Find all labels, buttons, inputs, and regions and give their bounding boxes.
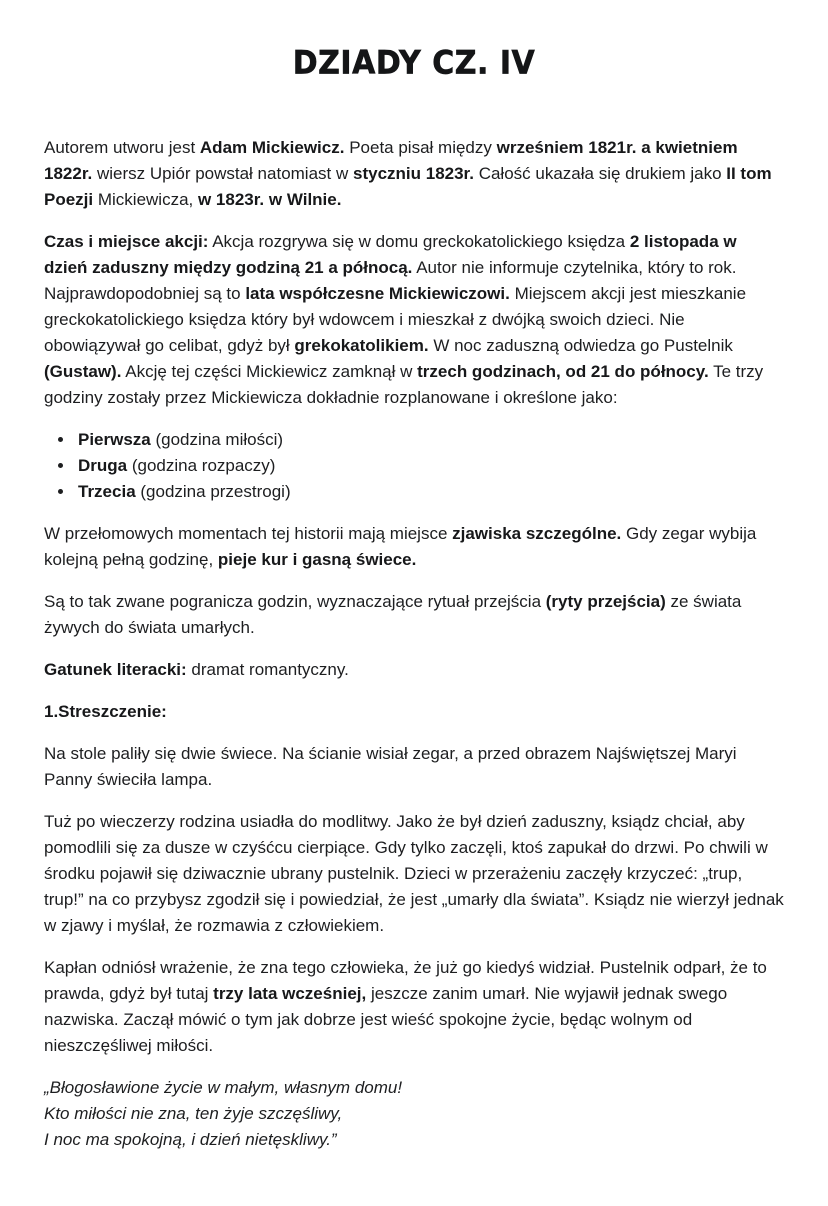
intro-paragraph: Autorem utworu jest Adam Mickiewicz. Poeta pisał między wrześniem 1821r. a kwietniem 1822r. wiersz Upiór powstał natomiast w styczniu 1823r. Całość ukazała się drukiem jako II tom Poezji Mickiewicza, w 1823r. w Wilnie.	[44, 137, 772, 209]
document-body	[44, 135, 784, 1153]
bold-text: trzy lata wcześniej,	[213, 983, 367, 1003]
hours-list	[44, 427, 784, 505]
setting-paragraph: Czas i miejsce akcji: Akcja rozgrywa się w domu greckokatolickiego księdza 2 listopada w dzień zaduszny między godziną 21 a północą. Autor nie informuje czytelnika, który to rok. Najprawdopodobniej są to lata współczesne Mickiewiczowi. Miejscem akcji jest mieszkanie greckokatolickiego księdza który był wdowcem i mieszkał z dwójką swoich dzieci. Nie obowiązywał go celibat, gdyż był grekokatolikiem. W noc zaduszną odwiedza go Pustelnik (Gustaw). Akcję tej części Mickiewicz zamknął w trzech godzinach, od 21 do północy. Te trzy godziny zostały przez Mickiewicza dokładnie rozplanowane i określone jako:	[44, 231, 764, 407]
bold-text: 2 listopada w dzień zaduszny między godziną 21 a północą.	[44, 231, 737, 277]
bold-text: Czas i miejsce akcji:	[44, 231, 209, 251]
bold-text: Pierwsza	[78, 429, 151, 449]
list-item: • Trzecia (godzina przestrogi)	[75, 479, 784, 505]
bold-text: w 1823r. w Wilnie.	[197, 189, 342, 209]
bold-text: II tom Poezji	[44, 163, 772, 209]
genre-paragraph: Gatunek literacki: dramat romantyczny.	[44, 659, 349, 679]
bold-text: Adam Mickiewicz.	[199, 137, 345, 157]
list-item: • Pierwsza (godzina miłości)	[75, 427, 784, 453]
rites-paragraph: Są to tak zwane pogranicza godzin, wyznaczające rytuał przejścia (ryty przejścia) ze świata żywych do świata umarłych.	[44, 591, 742, 637]
summary-paragraph-3: Kapłan odniósł wrażenie, że zna tego człowieka, że już go kiedyś widział. Pustelnik odparł, że to prawda, gdyż był tutaj trzy lata wcześniej, jeszcze zanim umarł. Nie wyjawił jednak swego nazwiska. Zaczął mówić o tym jak dobrze jest wieść spokojne życie, będąc wolnym od nieszczęśliwej miłości.	[44, 957, 767, 1055]
page-title: DZIADY CZ. IV	[292, 44, 536, 83]
bold-text: (ryty przejścia)	[545, 591, 666, 611]
summary-heading	[44, 699, 784, 725]
list-item: • Druga (godzina rozpaczy)	[75, 453, 784, 479]
bold-text: lata współczesne Mickiewiczowi.	[245, 283, 510, 303]
bold-text: zjawiska szczególne.	[452, 523, 622, 543]
bold-text: wrześniem 1821r. a kwietniem 1822r.	[44, 137, 738, 183]
bold-text: Trzecia	[78, 481, 136, 501]
bold-text: Gatunek literacki:	[44, 659, 187, 679]
bold-text: (Gustaw).	[44, 361, 122, 381]
bold-text: trzech godzinach, od 21 do północy.	[417, 361, 709, 381]
summary-paragraph-1: Na stole paliły się dwie świece. Na ścianie wisiał zegar, a przed obrazem Najświętszej Maryi Panny świeciła lampa.	[44, 743, 737, 789]
bold-text: Druga	[78, 455, 128, 475]
bold-text: 1.Streszczenie:	[44, 701, 167, 721]
bold-text: styczniu 1823r.	[353, 163, 474, 183]
phenomena-paragraph: W przełomowych momentach tej historii mają miejsce zjawiska szczególne. Gdy zegar wybija kolejną pełną godzinę, pieje kur i gasną świece.	[44, 523, 757, 569]
summary-paragraph-2: Tuż po wieczerzy rodzina usiadła do modlitwy. Jako że był dzień zaduszny, ksiądz chciał, aby pomodlili się za dusze w czyśćcu cierpiące. Gdy tylko zaczęli, ktoś zapukał do drzwi. Po chwili w środku pojawił się dziwacznie ubrany pustelnik. Dzieci w przerażeniu zaczęły krzyczeć: „trup, trup!” na co przybysz zgodził się i powiedział, że jest „umarły dla świata”. Ksiądz nie wierzył jednak w zjawy i myślał, że rozmawia z człowiekiem.	[44, 811, 784, 935]
bold-text: grekokatolikiem.	[294, 335, 429, 355]
bold-text: pieje kur i gasną świece.	[217, 549, 417, 569]
verse-quote: „Błogosławione życie w małym, własnym domu! Kto miłości nie zna, ten żyje szczęśliwy, I noc ma spokojną, i dzień nietęskliwy.”	[44, 1077, 403, 1149]
